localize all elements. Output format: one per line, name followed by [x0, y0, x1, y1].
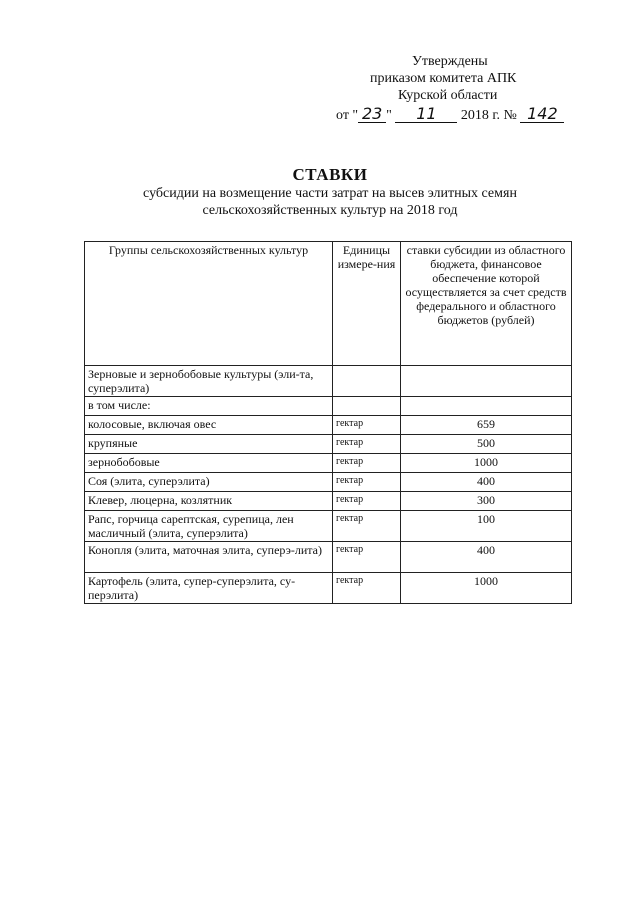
- cell-rate: 1000: [401, 454, 572, 473]
- rates-table: [84, 241, 572, 604]
- cell-rate: 100: [401, 511, 572, 542]
- title-block: [40, 165, 620, 219]
- cell-rate: 400: [401, 542, 572, 573]
- cell-unit: гектар: [333, 511, 401, 542]
- subtitle-line-2: сельскохозяйственных культур на 2018 год: [202, 203, 458, 218]
- table-row: [85, 492, 572, 511]
- page-title: СТАВКИ: [292, 165, 368, 184]
- cell-rate: 1000: [401, 573, 572, 604]
- cell-rate: 400: [401, 473, 572, 492]
- cell-unit: гектар: [333, 542, 401, 573]
- subtitle-line-1: субсидии на возмещение части затрат на высев элитных семян: [143, 186, 517, 201]
- table-row: [85, 435, 572, 454]
- header-rate: ставки субсидии из областного бюджета, финансовое обеспечение которой осуществляется за счет средств федерального и областного бюджетов (рублей): [401, 242, 572, 366]
- cell-group: крупяные: [85, 435, 333, 454]
- cell-unit: гектар: [333, 454, 401, 473]
- cell-group: зернобобовые: [85, 454, 333, 473]
- cell-unit: гектар: [333, 435, 401, 454]
- cell-rate: 500: [401, 435, 572, 454]
- cell-group: в том числе:: [85, 397, 333, 416]
- date-year: 2018 г. №: [460, 108, 517, 123]
- table-row: [85, 542, 572, 573]
- table-row: [85, 473, 572, 492]
- date-day-handwritten: 23: [358, 106, 386, 123]
- cell-unit: гектар: [333, 473, 401, 492]
- table-header-row: [85, 242, 572, 366]
- cell-unit: [333, 366, 401, 397]
- cell-group: колосовые, включая овес: [85, 416, 333, 435]
- approval-stamp: [330, 53, 630, 124]
- header-crop-group: Группы сельскохозяйственных культур: [85, 242, 333, 366]
- cell-group: Конопля (элита, маточная элита, суперэ-лита): [85, 542, 333, 573]
- cell-group: Зерновые и зернобобовые культуры (эли-та, суперэлита): [85, 366, 333, 397]
- cell-group: Рапс, горчица сарептская, сурепица, лен масличный (элита, суперэлита): [85, 511, 333, 542]
- cell-rate: [401, 366, 572, 397]
- cell-group: Соя (элита, суперэлита): [85, 473, 333, 492]
- table-row: [85, 397, 572, 416]
- approval-date-line: [330, 106, 630, 124]
- cell-unit: гектар: [333, 573, 401, 604]
- table-row: [85, 511, 572, 542]
- date-prefix: от ": [336, 108, 359, 123]
- order-number-handwritten: 142: [520, 106, 564, 123]
- cell-rate: 300: [401, 492, 572, 511]
- table-row: [85, 454, 572, 473]
- approval-line-approved: Утверждены: [412, 54, 488, 69]
- cell-unit: гектар: [333, 416, 401, 435]
- cell-rate: 659: [401, 416, 572, 435]
- cell-group: Клевер, люцерна, козлятник: [85, 492, 333, 511]
- table-row: [85, 416, 572, 435]
- table-row: [85, 573, 572, 604]
- cell-unit: [333, 397, 401, 416]
- cell-unit: гектар: [333, 492, 401, 511]
- date-month-handwritten: 11: [395, 106, 457, 123]
- header-unit: Единицы измере-ния: [333, 242, 401, 366]
- date-quote: ": [386, 108, 392, 123]
- table-row: [85, 366, 572, 397]
- approval-line-region: Курской области: [398, 88, 498, 103]
- approval-line-order: приказом комитета АПК: [370, 71, 517, 86]
- cell-group: Картофель (элита, супер-суперэлита, су-перэлита): [85, 573, 333, 604]
- cell-rate: [401, 397, 572, 416]
